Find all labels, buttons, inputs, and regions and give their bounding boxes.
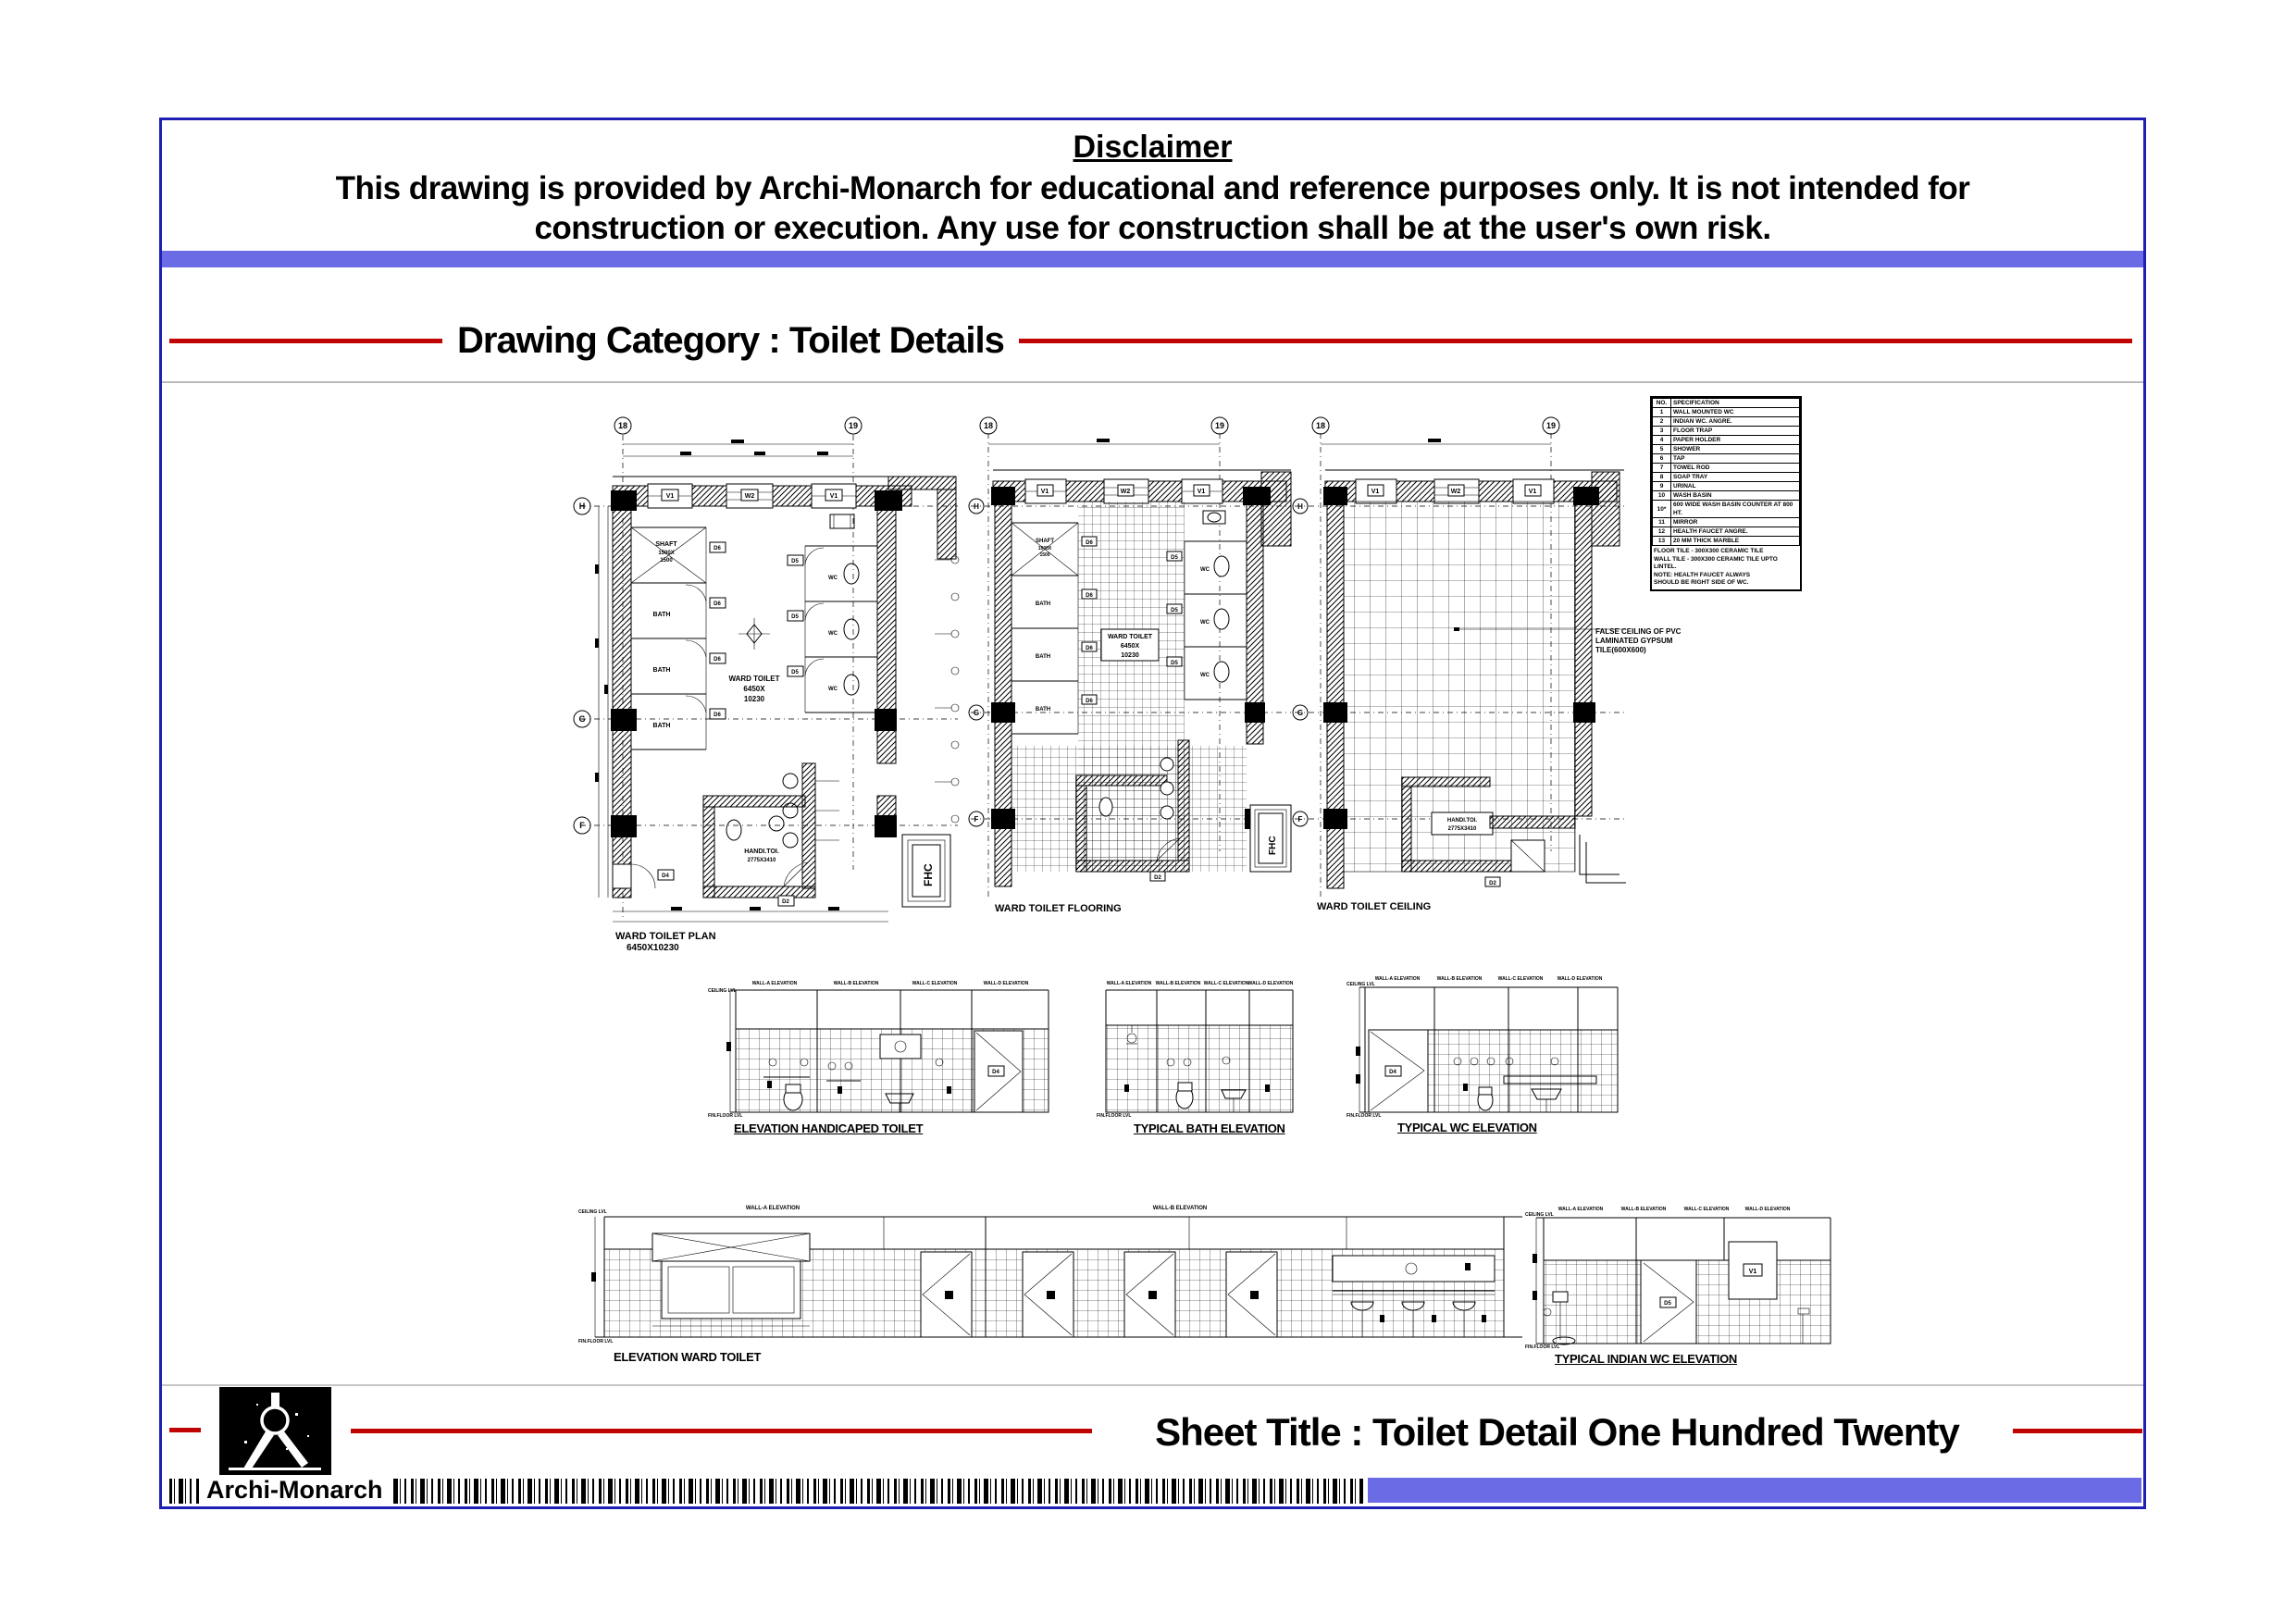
spec-row-text: PAPER HOLDER — [1671, 436, 1800, 445]
spec-row — [1653, 501, 1800, 518]
elevation4-title: ELEVATION WARD TOILET — [614, 1350, 762, 1364]
spec-row-text: HEALTH FAUCET ANGRE. — [1671, 527, 1800, 537]
svg-text:6450X: 6450X — [1120, 643, 1140, 650]
svg-text:FIN.FLOOR LVL: FIN.FLOOR LVL — [708, 1113, 743, 1118]
svg-text:BATH: BATH — [1035, 654, 1051, 660]
spec-note-4: SHOULD BE RIGHT SIDE OF WC. — [1654, 579, 1749, 586]
window-w2 — [1434, 479, 1479, 503]
svg-text:19: 19 — [848, 421, 859, 430]
svg-text:D6: D6 — [1086, 646, 1093, 651]
plan-ward-toilet-flooring — [967, 407, 1296, 925]
svg-text:V1: V1 — [1528, 489, 1537, 495]
svg-text:V1: V1 — [1197, 489, 1206, 495]
svg-text:WALL-A ELEVATION: WALL-A ELEVATION — [1558, 1207, 1604, 1212]
svg-text:WALL-A ELEVATION: WALL-A ELEVATION — [751, 981, 798, 986]
door-tag-d6 — [710, 542, 726, 552]
spec-row-text: WASH BASIN — [1671, 491, 1800, 501]
svg-text:BATH: BATH — [652, 723, 671, 729]
svg-text:FHC: FHC — [922, 863, 935, 886]
spec-row-text: 600 WIDE WASH BASIN COUNTER AT 800 HT. — [1671, 501, 1800, 518]
svg-text:WC: WC — [1200, 620, 1210, 626]
svg-text:1500: 1500 — [660, 558, 673, 564]
spec-row-text: TOWEL ROD — [1671, 464, 1800, 473]
spec-row — [1653, 454, 1800, 464]
svg-text:F: F — [974, 815, 979, 824]
svg-text:1500X: 1500X — [658, 551, 675, 556]
room-label-shaft: SHAFT — [655, 541, 677, 548]
svg-text:18: 18 — [1315, 421, 1326, 430]
elevation2-title: TYPICAL BATH ELEVATION — [1134, 1121, 1285, 1135]
svg-text:WALL-C ELEVATION: WALL-C ELEVATION — [912, 981, 958, 986]
svg-text:D4: D4 — [992, 1070, 999, 1075]
svg-text:WALL-A ELEVATION: WALL-A ELEVATION — [1106, 981, 1152, 986]
wc-profile — [1176, 1083, 1193, 1109]
door — [1369, 1030, 1428, 1112]
room-label-handi — [1432, 812, 1493, 835]
svg-text:CEILING LVL: CEILING LVL — [1347, 982, 1375, 987]
spec-row — [1653, 491, 1800, 501]
svg-text:WALL-C ELEVATION: WALL-C ELEVATION — [1203, 981, 1249, 986]
plan1-caption: WARD TOILET PLAN — [615, 931, 716, 942]
svg-text:WALL-A ELEVATION: WALL-A ELEVATION — [745, 1206, 800, 1211]
window — [652, 1233, 810, 1326]
grid-bubble-19 — [1211, 417, 1228, 434]
spec-row-text: TAP — [1671, 454, 1800, 464]
grid-bubble-18 — [980, 417, 997, 434]
disclaimer-line-2: construction or execution. Any use for construction shall be at the user's own risk. — [534, 210, 1771, 246]
svg-text:19: 19 — [1214, 421, 1225, 430]
svg-text:W2: W2 — [744, 493, 755, 500]
svg-text:WALL-A ELEVATION: WALL-A ELEVATION — [1374, 976, 1421, 982]
spec-row — [1653, 408, 1800, 417]
window-v1-right — [1513, 479, 1554, 503]
svg-text:D4: D4 — [662, 873, 669, 879]
window-v1-right — [1182, 479, 1222, 503]
elevation-wc — [1347, 973, 1620, 1134]
spec-row — [1653, 527, 1800, 537]
svg-text:D6: D6 — [714, 657, 721, 663]
svg-text:D4: D4 — [1389, 1070, 1396, 1075]
spec-row-no: 10 — [1653, 491, 1671, 501]
window-w2 — [1104, 479, 1148, 503]
svg-text:WALL-D ELEVATION: WALL-D ELEVATION — [1557, 976, 1603, 982]
window-w2 — [726, 484, 773, 508]
svg-text:CEILING LVL: CEILING LVL — [1525, 1212, 1554, 1218]
archi-monarch-logo — [219, 1387, 331, 1476]
elevation-ward-toilet — [578, 1198, 1527, 1364]
spec-notes — [1652, 546, 1800, 589]
svg-text:WC: WC — [828, 687, 838, 692]
svg-text:CEILING LVL: CEILING LVL — [578, 1209, 607, 1215]
svg-text:WALL-B ELEVATION: WALL-B ELEVATION — [1155, 981, 1201, 986]
stall-door — [1124, 1252, 1175, 1337]
grid-bubble-18 — [614, 417, 631, 434]
specification-table — [1650, 396, 1802, 591]
svg-text:WALL-D ELEVATION: WALL-D ELEVATION — [1247, 981, 1294, 986]
svg-text:D5: D5 — [791, 614, 799, 620]
category-red-line-right — [1019, 339, 2132, 343]
spec-row — [1653, 445, 1800, 454]
spec-row-no: 6 — [1653, 454, 1671, 464]
category-label: Drawing Category : Toilet Details — [457, 320, 1004, 361]
svg-text:10230: 10230 — [743, 695, 765, 703]
spec-row-text: WALL MOUNTED WC — [1671, 408, 1800, 417]
window-v1-left — [1025, 479, 1066, 503]
disclaimer-block — [162, 130, 2143, 248]
spec-col-spec: SPECIFICATION — [1671, 399, 1800, 408]
spec-row-no: 7 — [1653, 464, 1671, 473]
spec-row-no: 3 — [1653, 427, 1671, 436]
svg-text:D5: D5 — [1171, 661, 1178, 666]
elevation3-title: TYPICAL WC ELEVATION — [1397, 1121, 1537, 1134]
svg-text:WC: WC — [1200, 673, 1210, 678]
category-red-line-left — [169, 339, 442, 343]
svg-text:D6: D6 — [714, 601, 721, 607]
stall-door — [1023, 1252, 1074, 1337]
spec-row — [1653, 464, 1800, 473]
grid-bubble-G — [574, 711, 590, 727]
svg-text:WALL-B ELEVATION: WALL-B ELEVATION — [1436, 976, 1483, 982]
header-divider-line — [162, 381, 2143, 383]
svg-text:W2: W2 — [1120, 489, 1131, 495]
svg-text:WALL-B ELEVATION: WALL-B ELEVATION — [1152, 1206, 1208, 1211]
spec-row-no: 11 — [1653, 518, 1671, 527]
svg-text:WALL-B ELEVATION: WALL-B ELEVATION — [1620, 1207, 1667, 1212]
svg-text:D5: D5 — [791, 670, 799, 675]
sheet-title: Sheet Title : Toilet Detail One Hundred Twenty — [1155, 1410, 1959, 1454]
spec-note-1: FLOOR TILE - 300X300 CERAMIC TILE — [1654, 548, 1764, 554]
spec-col-no: NO. — [1653, 399, 1671, 408]
svg-text:WC: WC — [1200, 567, 1210, 573]
svg-text:D5: D5 — [1171, 608, 1178, 613]
window-v1-right — [812, 484, 856, 508]
svg-text:D5: D5 — [1664, 1301, 1671, 1307]
orientation-symbol — [738, 618, 770, 650]
door-tag-d2 — [778, 896, 794, 906]
footer-red-dash — [169, 1428, 201, 1432]
spec-row — [1653, 518, 1800, 527]
spec-row — [1653, 473, 1800, 482]
stall-door — [1226, 1252, 1277, 1337]
svg-text:BATH: BATH — [1035, 601, 1051, 607]
svg-text:WALL-C ELEVATION: WALL-C ELEVATION — [1497, 976, 1544, 982]
door — [1641, 1260, 1696, 1344]
elevation-handicapped — [708, 977, 1050, 1135]
window-v1 — [1729, 1242, 1777, 1299]
spec-row-text: INDIAN WC. ANGRE. — [1671, 417, 1800, 427]
svg-text:D2: D2 — [1154, 875, 1161, 881]
grid-bubble-18 — [1312, 417, 1329, 434]
spec-row-text: SOAP TRAY — [1671, 473, 1800, 482]
elevation5-title: TYPICAL INDIAN WC ELEVATION — [1555, 1352, 1738, 1366]
svg-text:WALL-B ELEVATION: WALL-B ELEVATION — [833, 981, 879, 986]
svg-text:19: 19 — [1545, 421, 1557, 430]
spec-row-no: 9 — [1653, 482, 1671, 491]
svg-text:1500X: 1500X — [1037, 546, 1052, 551]
fire-hose-cabinet — [902, 835, 950, 907]
door — [974, 1031, 1023, 1112]
grid-bubble-H — [574, 498, 590, 514]
disclaimer-line-1: This drawing is provided by Archi-Monarch for educational and reference purposes only. It is not intended for — [335, 170, 1970, 206]
svg-text:BATH: BATH — [652, 667, 671, 674]
room-label-ward-toilet: WARD TOILET — [728, 675, 780, 683]
spec-row-text: URINAL — [1671, 482, 1800, 491]
svg-text:BATH: BATH — [1035, 707, 1051, 712]
svg-text:D6: D6 — [714, 546, 721, 551]
spec-row-no: 12 — [1653, 527, 1671, 537]
svg-text:D6: D6 — [1086, 699, 1093, 704]
svg-text:F: F — [579, 821, 585, 830]
svg-text:WALL-D ELEVATION: WALL-D ELEVATION — [1744, 1207, 1791, 1212]
svg-text:FIN.FLOOR LVL: FIN.FLOOR LVL — [1347, 1113, 1382, 1118]
sheet-title-red-line-right — [2013, 1429, 2142, 1433]
door-tag-d5 — [788, 555, 803, 565]
spec-row-no: 10* — [1653, 501, 1671, 518]
barcode — [169, 1476, 1363, 1504]
spec-row — [1653, 537, 1800, 546]
svg-text:FIN.FLOOR LVL: FIN.FLOOR LVL — [578, 1339, 614, 1344]
spec-note-2: WALL TILE - 300X300 CERAMIC TILE UPTO LINTEL. — [1654, 555, 1778, 570]
sheet-title-red-line-left — [351, 1429, 1092, 1433]
spec-row-no: 13 — [1653, 537, 1671, 546]
svg-text:10230: 10230 — [1121, 652, 1139, 659]
wc-profile — [1478, 1087, 1493, 1110]
svg-text:6450X10230: 6450X10230 — [627, 943, 679, 953]
window-v1-left — [1356, 479, 1396, 503]
grid-bubble-19 — [1543, 417, 1559, 434]
svg-text:G: G — [973, 709, 980, 717]
svg-text:WARD TOILET: WARD TOILET — [1107, 634, 1153, 640]
svg-text:HANDI.TOI.: HANDI.TOI. — [1446, 818, 1478, 824]
window-v1-left — [648, 484, 692, 508]
svg-text:2775X3410: 2775X3410 — [747, 858, 776, 863]
svg-text:V1: V1 — [1748, 1269, 1757, 1275]
stall-door — [921, 1252, 972, 1337]
plan-ward-toilet-ceiling — [1291, 407, 1629, 925]
mirror — [880, 1035, 921, 1059]
spec-row-no: 8 — [1653, 473, 1671, 482]
spec-row-no: 1 — [1653, 408, 1671, 417]
svg-text:D5: D5 — [1171, 555, 1178, 561]
svg-text:F: F — [1297, 815, 1303, 824]
svg-text:1500: 1500 — [1039, 552, 1050, 558]
svg-text:WALL-C ELEVATION: WALL-C ELEVATION — [1683, 1207, 1730, 1212]
svg-text:D5: D5 — [791, 559, 799, 564]
spec-row — [1653, 482, 1800, 491]
grid-bubble-19 — [845, 417, 862, 434]
brand-name: Archi-Monarch — [199, 1475, 391, 1506]
fire-hose-cabinet — [1250, 805, 1291, 872]
door-tag-d4 — [658, 870, 674, 880]
spec-row — [1653, 427, 1800, 436]
svg-text:D6: D6 — [1086, 540, 1093, 546]
svg-text:H: H — [1297, 502, 1303, 511]
svg-text:D2: D2 — [1489, 881, 1496, 886]
svg-text:G: G — [1297, 709, 1304, 717]
room-label-ward-toilet — [1101, 629, 1159, 661]
svg-text:H: H — [974, 502, 979, 511]
spec-table-body — [1653, 399, 1800, 546]
elevation-bath — [1097, 977, 1296, 1135]
elevation-indian-wc — [1525, 1203, 1840, 1366]
svg-text:WALL-D ELEVATION: WALL-D ELEVATION — [983, 981, 1029, 986]
svg-text:V1: V1 — [1040, 489, 1049, 495]
svg-text:SHAFT: SHAFT — [1036, 539, 1054, 544]
spec-row — [1653, 436, 1800, 445]
svg-text:18: 18 — [983, 421, 994, 430]
plan-ward-toilet — [569, 407, 962, 953]
spec-note-3: NOTE: HEALTH FAUCET ALWAYS — [1654, 571, 1751, 578]
room-label-wc: WC — [828, 576, 838, 581]
svg-text:D2: D2 — [782, 899, 789, 905]
svg-text:V1: V1 — [829, 493, 838, 500]
svg-text:6450X: 6450X — [743, 685, 765, 693]
svg-text:2775X3410: 2775X3410 — [1447, 826, 1477, 832]
footer-divider-line — [162, 1384, 2143, 1386]
svg-text:18: 18 — [617, 421, 628, 430]
disclaimer-title: Disclaimer — [1073, 130, 1233, 165]
svg-text:WC: WC — [828, 631, 838, 637]
elevation1-title: ELEVATION HANDICAPED TOILET — [734, 1121, 924, 1135]
spec-header-row — [1653, 399, 1800, 408]
spec-row-no: 4 — [1653, 436, 1671, 445]
top-blue-bar — [162, 251, 2143, 267]
svg-text:H: H — [578, 502, 586, 511]
spec-row-text: FLOOR TRAP — [1671, 427, 1800, 436]
spec-row-no: 2 — [1653, 417, 1671, 427]
svg-text:D6: D6 — [1086, 593, 1093, 599]
spec-row-text: SHOWER — [1671, 445, 1800, 454]
sheet-border-box — [159, 118, 2146, 1509]
grid-bubble-F — [574, 817, 590, 834]
svg-text:G: G — [578, 714, 586, 724]
svg-text:V1: V1 — [665, 493, 675, 500]
room-label-handi: HANDI.TOI. — [744, 849, 779, 855]
spec-row — [1653, 417, 1800, 427]
bottom-blue-bar — [1368, 1478, 2141, 1503]
svg-text:D6: D6 — [714, 712, 721, 718]
svg-text:FIN.FLOOR LVL: FIN.FLOOR LVL — [1525, 1344, 1560, 1349]
room-label-bath: BATH — [652, 612, 671, 618]
svg-text:FHC: FHC — [1268, 836, 1278, 855]
svg-text:V1: V1 — [1371, 489, 1380, 495]
spec-row-text: 20 MM THICK MARBLE — [1671, 537, 1800, 546]
svg-text:FIN.FLOOR LVL: FIN.FLOOR LVL — [1097, 1113, 1132, 1118]
svg-text:W2: W2 — [1450, 489, 1461, 495]
ceiling-annotation: FALSE CEILING OF PVC LAMINATED GYPSUM TILE(600X600) — [1595, 627, 1682, 654]
plan2-caption: WARD TOILET FLOORING — [995, 903, 1122, 914]
wc-profile — [784, 1084, 802, 1110]
category-header — [169, 320, 2132, 362]
svg-text:CEILING LVL: CEILING LVL — [708, 988, 737, 994]
plan3-caption: WARD TOILET CEILING — [1317, 901, 1432, 912]
spec-row-text: MIRROR — [1671, 518, 1800, 527]
spec-row-no: 5 — [1653, 445, 1671, 454]
